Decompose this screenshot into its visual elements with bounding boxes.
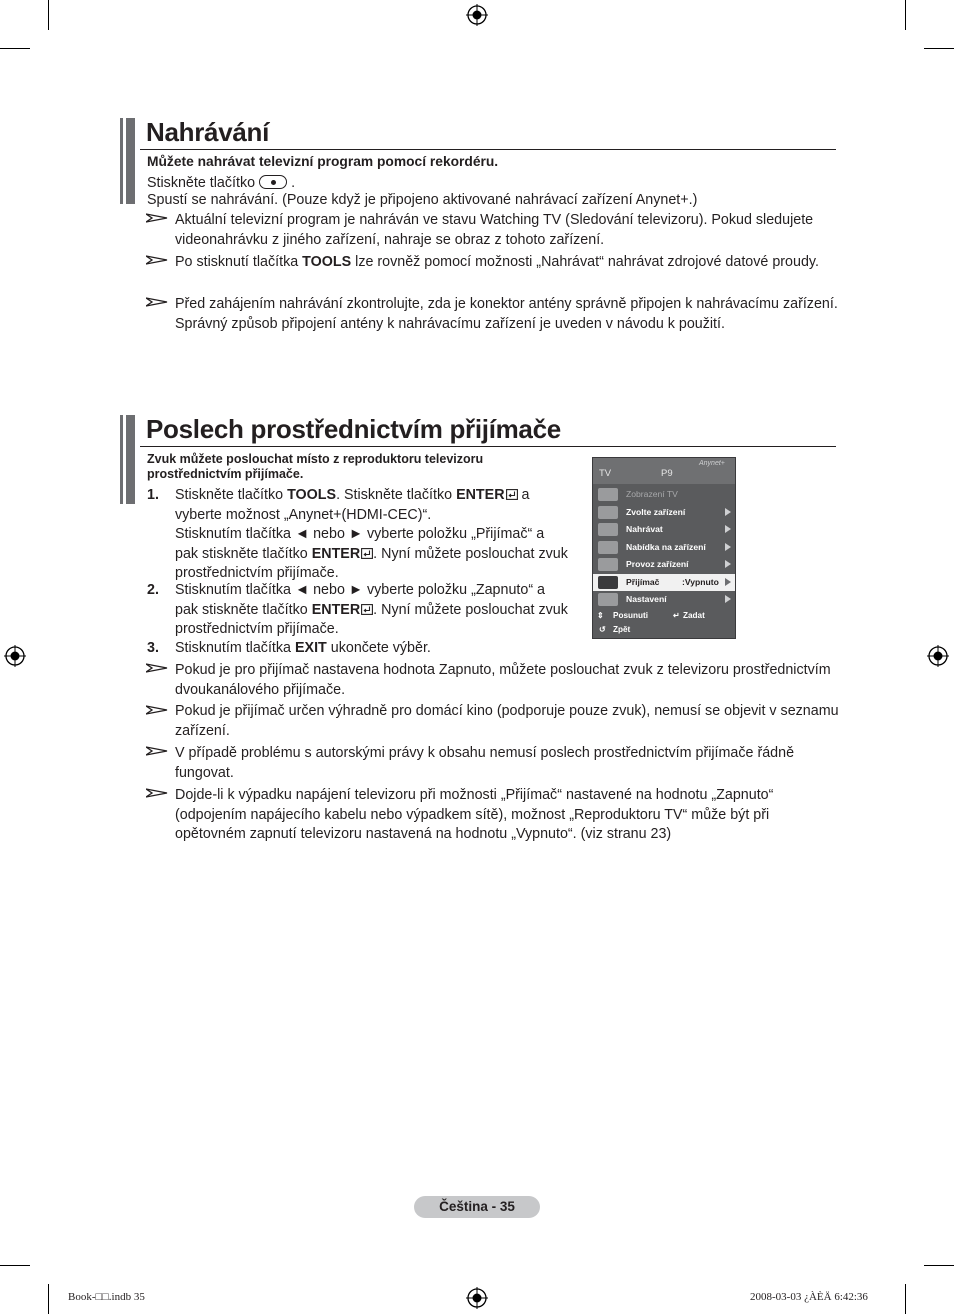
osd-source: TV: [599, 468, 612, 479]
step-text: [175, 486, 570, 584]
note-arrow-icon: [146, 255, 168, 265]
osd-footer-enter: Zadat: [683, 611, 705, 620]
settings-gear-icon: [598, 593, 618, 606]
registration-mark-icon: [4, 645, 26, 667]
section-subtitle: Zvuk můžete poslouchat místo z reproduktoru televizoru prostřednictvím přijímače.: [147, 452, 484, 481]
note-text: Dojde-li k výpadku napájení televizoru při možnosti „Přijímač“ nastavené na hodnotu „Zapnuto“ (odpojením napájecího kabelu nebo výpadkem sítě), možnost „Reproduktoru TV“ může být při opětovném zapnutí televizoru nastavená na hodnotu „Vypnuto“. (viz stranu 23): [175, 787, 774, 842]
note-text: Pokud je přijímač určen výhradně pro domácí kino (podporuje pouze zvuk), nemusí se objevit v seznamu zařízení.: [175, 703, 839, 739]
print-slug-right: 2008-03-03 ¿ÀÈÄ 6:42:36: [750, 1291, 868, 1303]
step-text-part: Stisknutím tlačítka ◄ nebo ► vyberte položku „Zapnuto“ a pak stiskněte tlačítko: [175, 582, 546, 618]
note-text: Pokud je pro přijímač nastavena hodnota Zapnuto, můžete poslouchat zvuk z televizoru prostřednictvím dvoukanálového přijímače.: [175, 662, 831, 698]
print-slug-left: Book-□□.indb 35: [68, 1291, 145, 1303]
section-bar: [126, 415, 135, 504]
section-subtitle: Můžete nahrávat televizní program pomocí rekordéru.: [147, 154, 499, 169]
crop-mark: [0, 1265, 30, 1266]
arrow-right-icon: [725, 543, 731, 551]
note-text-part: lze rovněž pomocí možnosti „Nahrávat“ nahrávat zdrojové datové proudy.: [355, 254, 819, 270]
crop-mark: [924, 48, 954, 49]
arrow-right-icon: [725, 508, 731, 516]
tv-osd-menu: [592, 457, 736, 639]
note-arrow-icon: [146, 746, 168, 756]
step-text: [175, 639, 431, 659]
note-text: Před zahájením nahrávání zkontrolujte, zda je konektor antény správně připojen k nahrávacímu zařízení. Správný způsob připojení antény k nahrávacímu zařízení je uveden v návodu k použití.: [175, 296, 838, 332]
device-select-icon: [598, 506, 618, 519]
arrow-right-icon: [725, 525, 731, 533]
instruction-text: .: [291, 175, 296, 191]
return-icon: ↺: [599, 625, 606, 634]
record-icon: [598, 523, 618, 536]
osd-item-value: :Vypnuto: [682, 576, 719, 587]
step-text-part: . Nyní můžete poslouchat zvuk prostřednictvím přijímače.: [175, 545, 568, 581]
section-bar: [120, 118, 123, 204]
instruction-line: Spustí se nahrávání. (Pouze když je připojeno aktivované nahrávací zařízení Anynet+.): [147, 192, 698, 208]
title-rule: [140, 149, 836, 150]
up-down-arrows-icon: ⇕: [597, 611, 604, 620]
exit-key-label: EXIT: [295, 640, 327, 656]
crop-mark: [0, 48, 30, 49]
device-operation-icon: [598, 558, 618, 571]
step-text-part: Stisknutím tlačítka: [175, 640, 292, 656]
osd-footer-move: Posunuti: [613, 611, 649, 620]
note-arrow-icon: [146, 663, 168, 673]
note-arrow-icon: [146, 297, 168, 307]
step-text-part: . Nyní můžete poslouchat zvuk prostřednictvím přijímače.: [175, 601, 568, 637]
note-text: [175, 253, 835, 273]
registration-mark-icon: [927, 645, 949, 667]
step-text-part: Stisknutím tlačítka ◄ nebo ► vyberte položku „Přijímač“ a pak stiskněte tlačítko: [175, 526, 545, 562]
tools-key-label: TOOLS: [287, 487, 337, 503]
arrow-right-icon: [725, 595, 731, 603]
crop-mark: [905, 1284, 906, 1314]
enter-icon: [361, 548, 373, 559]
osd-item-provoz-zarizeni[interactable]: [593, 556, 735, 574]
enter-icon: ↵: [673, 611, 680, 620]
enter-key-label: ENTER: [456, 487, 505, 503]
step-text-part: a vyberte možnost „Anynet+(HDMI-CEC)“.: [175, 487, 530, 523]
crop-mark: [48, 0, 49, 30]
title-rule: [140, 446, 836, 447]
arrow-right-icon: [725, 578, 731, 586]
osd-item-label: Nabídka na zařízení: [626, 541, 706, 552]
osd-item-label: Přijímač: [626, 576, 660, 587]
device-menu-icon: [598, 541, 618, 554]
section-title: Poslech prostřednictvím přijímače: [146, 414, 561, 444]
registration-mark-icon: [466, 4, 488, 26]
instruction-text: Stiskněte tlačítko: [147, 175, 256, 191]
step-number: 1.: [147, 487, 159, 503]
receiver-icon: [598, 576, 618, 589]
arrow-right-icon: [725, 560, 731, 568]
osd-item-label: Provoz zařízení: [626, 559, 689, 569]
osd-item-label: Zobrazení TV: [626, 489, 678, 499]
osd-item-label: Nahrávat: [626, 524, 663, 534]
anynet-logo: Anynet+: [699, 460, 725, 467]
osd-item-zvolte-zarizeni[interactable]: [593, 504, 735, 522]
step-text-part: ukončete výběr.: [330, 640, 431, 656]
section-bar: [120, 415, 123, 504]
note-text-part: Po stisknutí tlačítka: [175, 254, 299, 270]
enter-icon: [506, 489, 518, 500]
note-arrow-icon: [146, 705, 168, 715]
osd-item-nabidka-na-zarizeni[interactable]: [593, 539, 735, 557]
crop-mark: [924, 1265, 954, 1266]
step-text-part: . Stiskněte tlačítko: [336, 487, 453, 503]
section-title: Nahrávání: [146, 117, 270, 147]
note-arrow-icon: [146, 788, 168, 798]
step-text-part: Stiskněte tlačítko: [175, 487, 284, 503]
section-bar: [126, 118, 135, 204]
osd-item-zobrazeni-tv[interactable]: [593, 486, 735, 504]
note-text: V případě problému s autorskými právy k obsahu nemusí poslech prostřednictvím přijímače řádně fungovat.: [175, 745, 795, 781]
step-number: 2.: [147, 582, 159, 598]
enter-key-label: ENTER: [311, 601, 361, 618]
tools-key-label: TOOLS: [302, 254, 352, 270]
osd-item-prijimac[interactable]: [593, 574, 735, 592]
note-arrow-icon: [146, 213, 168, 223]
osd-item-nastaveni[interactable]: [593, 591, 735, 609]
registration-mark-icon: [466, 1287, 488, 1309]
osd-item-label: Zvolte zařízení: [626, 506, 686, 517]
osd-footer-back: Zpět: [613, 625, 631, 634]
osd-item-nahravat[interactable]: [593, 521, 735, 539]
enter-key-label: ENTER: [311, 545, 361, 562]
note-text: Aktuální televizní program je nahráván ve stavu Watching TV (Sledování televizoru). Pokud sledujete videonahrávku z jiného zařízení, nahraje se obraz z tohoto zařízení.: [175, 212, 814, 248]
record-button-icon: [259, 175, 287, 189]
tv-view-icon: [598, 488, 618, 501]
step-number: 3.: [147, 640, 159, 656]
crop-mark: [905, 0, 906, 30]
osd-channel: P9: [661, 468, 673, 479]
osd-item-label: Nastavení: [626, 594, 667, 604]
crop-mark: [48, 1284, 49, 1314]
page-number-badge: Čeština - 35: [414, 1196, 540, 1218]
step-text: [175, 581, 570, 640]
enter-icon: [361, 604, 373, 615]
osd-header: [593, 458, 735, 484]
